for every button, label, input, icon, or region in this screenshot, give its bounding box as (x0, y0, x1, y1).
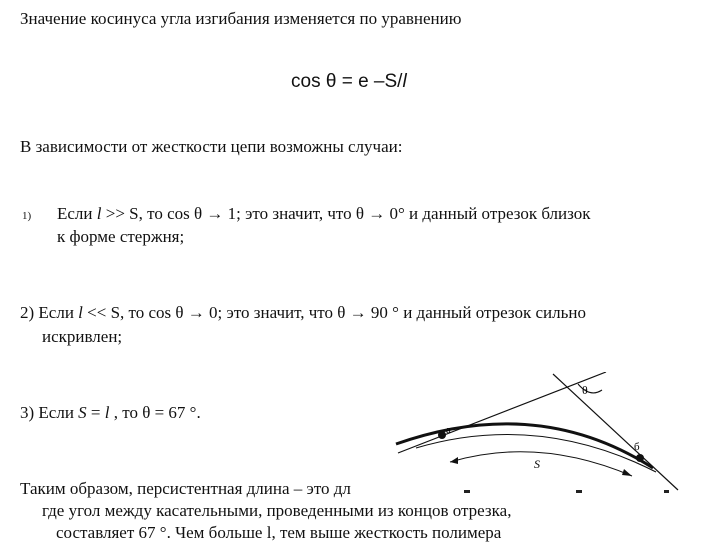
case1-line1 (57, 203, 591, 225)
bending-diagram (388, 372, 688, 500)
case3-line (20, 402, 201, 424)
case3-var-l: l (104, 403, 110, 422)
point-b-label: б (634, 441, 640, 453)
case3-text-a: 3) Если (20, 403, 79, 422)
case2-variable: l (78, 303, 83, 322)
cases-intro: В зависимости от жесткости цепи возможны случаи: (20, 137, 403, 156)
case1-line2: к форме стержня; (57, 227, 185, 246)
case1-text-a: Если (57, 204, 97, 223)
formula-variable: l (402, 71, 407, 92)
case3-var-s: S (78, 403, 87, 422)
scan-mark (664, 490, 669, 493)
conclusion-line2: где угол между касательными, проведенными из концов отрезка, (42, 501, 512, 520)
case1-variable: l (96, 204, 102, 223)
scan-mark (464, 490, 470, 493)
theta-label: θ (582, 383, 588, 397)
case3-equals: = (86, 403, 105, 422)
case2-text-b: << S, то cos θ → 0; это значит, что θ → 90 ° и данный отрезок сильно (82, 303, 586, 322)
point-a (438, 431, 446, 439)
case2-line1 (20, 302, 586, 324)
conclusion-line1: Таким образом, персистентная длина – это дл (20, 479, 351, 498)
conclusion-line3: составляет 67 °. Чем больше l, тем выше жесткость полимера (56, 523, 502, 542)
point-a-label: a (446, 424, 451, 436)
case3-text-b: , то θ = 67 °. (109, 403, 201, 422)
point-b (636, 454, 644, 462)
intro-text: Значение косинуса угла изгибания изменяется по уравнению (20, 9, 462, 28)
arc-length-label: S (534, 457, 540, 471)
cosine-formula (291, 71, 407, 93)
case2-line2: искривлен; (42, 327, 123, 346)
case1-text-b: >> S, то cos θ → 1; это значит, что θ → 0° и данный отрезок близок (101, 204, 591, 223)
scan-mark (576, 490, 582, 493)
formula-lhs: cos θ = e –S/ (291, 71, 403, 92)
case1-number: 1) (22, 210, 32, 222)
case2-text-a: 2) Если (20, 303, 79, 322)
